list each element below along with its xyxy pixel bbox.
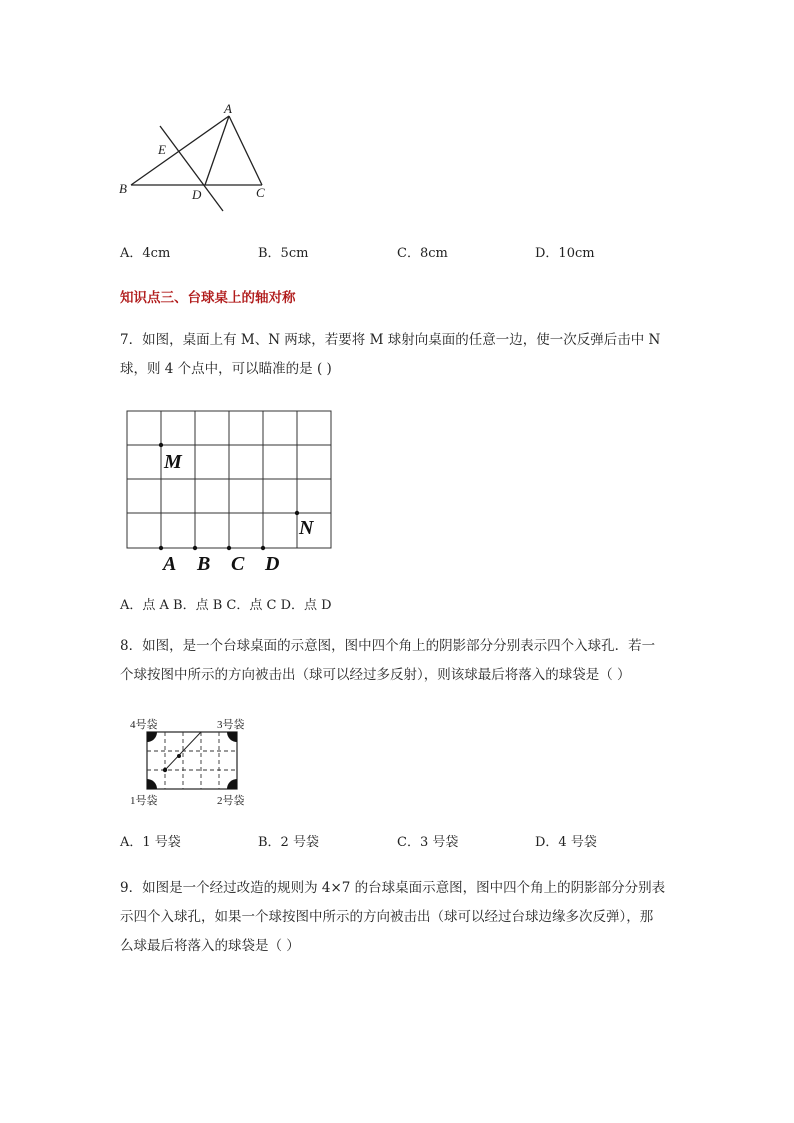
grid-figure	[120, 404, 340, 584]
section-title: 知识点三、台球桌上的轴对称	[120, 290, 296, 306]
point-a	[159, 546, 163, 550]
segment-ad	[205, 116, 229, 185]
q8-line2: 个球按图中所示的方向被击出（球可以经过多反射），则该球最后将落入的球袋是（ ）	[120, 667, 631, 683]
q6-option-a: A．4cm	[120, 246, 171, 261]
q8-option-c: C．3 号袋	[397, 835, 459, 850]
q7-line2: 球，则 4 个点中，可以瞄准的是 ( )	[120, 361, 332, 377]
ball-n-point	[295, 511, 299, 515]
side-ac	[229, 116, 262, 185]
ball-icon	[163, 768, 167, 772]
q9-line1: 9．如图是一个经过改造的规则为 4×7 的台球桌面示意图，图中四个角上的阴影部分分别表	[120, 880, 666, 896]
q7-options: A．点 A B．点 B C．点 C D．点 D	[120, 598, 332, 613]
pool-table-figure	[125, 712, 265, 810]
q6-option-b: B．5cm	[258, 246, 309, 261]
label-d: D	[192, 187, 202, 202]
point-d	[261, 546, 265, 550]
q6-option-c: C．8cm	[397, 246, 448, 261]
pocket-1-icon	[147, 779, 157, 789]
label-c: C	[256, 185, 265, 200]
triangle-figure	[110, 98, 280, 218]
direction-marker-icon	[177, 754, 181, 758]
q9-line3: 么球最后将落入的球袋是（ ）	[120, 938, 300, 954]
pocket-3-label: 3号袋	[217, 719, 245, 731]
q8-text	[120, 632, 680, 690]
table-border	[147, 732, 237, 789]
pocket-4-icon	[147, 732, 157, 742]
pocket-2-icon	[227, 779, 237, 789]
q8-option-a: A．1 号袋	[120, 835, 181, 850]
label-point-b: B	[197, 553, 211, 575]
pocket-2-label: 2号袋	[217, 795, 245, 807]
point-c	[227, 546, 231, 550]
q9-text	[120, 874, 680, 961]
pocket-3-icon	[227, 732, 237, 742]
label-n: N	[299, 517, 314, 539]
q9-line2: 示四个入球孔，如果一个球按图中所示的方向被击出（球可以经过台球边缘多次反弹），那	[120, 909, 654, 925]
q7-line1: 7．如图，桌面上有 M、N 两球，若要将 M 球射向桌面的任意一边，使一次反弹后击中 N	[120, 332, 661, 348]
label-point-a: A	[163, 553, 177, 575]
point-b	[193, 546, 197, 550]
pocket-1-label: 1号袋	[130, 795, 158, 807]
side-ab	[131, 116, 229, 185]
label-point-c: C	[231, 553, 245, 575]
label-a: A	[224, 101, 232, 116]
label-m: M	[164, 451, 182, 473]
ball-m-point	[159, 443, 163, 447]
q6-option-d: D．10cm	[535, 246, 595, 261]
label-point-d: D	[265, 553, 280, 575]
label-e: E	[158, 142, 166, 157]
label-b: B	[119, 181, 127, 196]
q8-option-b: B．2 号袋	[258, 835, 319, 850]
q8-option-d: D．4 号袋	[535, 835, 597, 850]
q7-text	[120, 326, 680, 384]
pocket-4-label: 4号袋	[130, 719, 158, 731]
q8-line1: 8．如图，是一个台球桌面的示意图，图中四个角上的阴影部分分别表示四个入球孔．若一	[120, 638, 656, 654]
